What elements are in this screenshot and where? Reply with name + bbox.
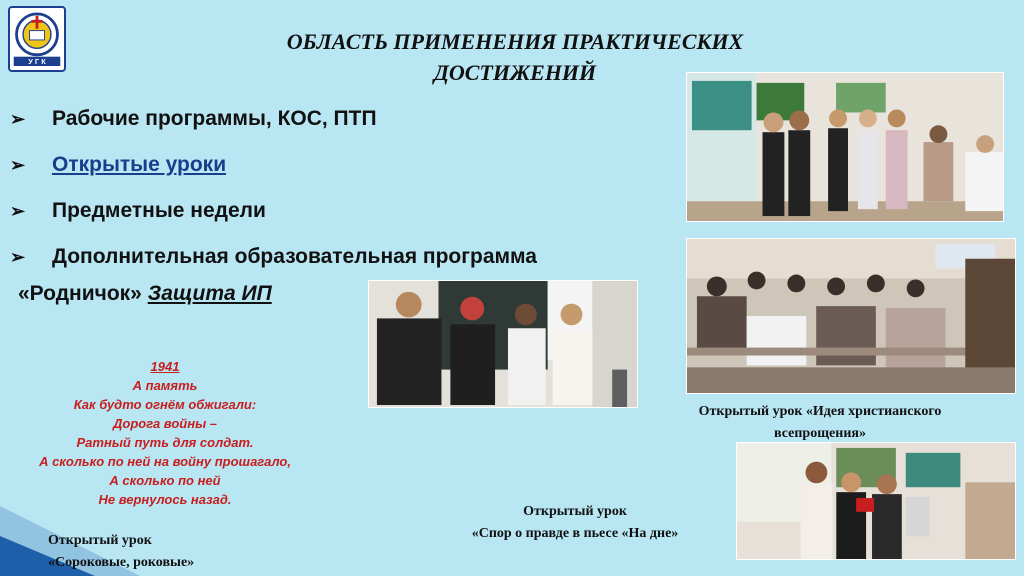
arrow-bullet-icon: ➢	[10, 155, 26, 175]
arrow-bullet-icon: ➢	[10, 109, 26, 129]
bullet-item	[8, 102, 688, 148]
caption-line: Открытый урок	[48, 533, 152, 548]
rodnichok-line	[18, 282, 272, 306]
photo-classroom	[686, 238, 1016, 394]
ip-defense-link[interactable]: Защита ИП	[147, 282, 272, 305]
bullet-text: Рабочие программы, КОС, ПТП	[52, 107, 377, 130]
arrow-bullet-icon: ➢	[10, 247, 26, 267]
caption-ideya	[655, 401, 985, 445]
poem-line: А сколько по ней на войну прошагало,	[39, 454, 291, 469]
poem-line: А память	[132, 378, 198, 393]
caption-spor	[430, 501, 720, 545]
bullet-list	[8, 102, 688, 286]
logo-emblem-icon	[10, 8, 64, 70]
photo-reading-lesson	[736, 442, 1016, 560]
rodnichok-name: «Родничок»	[18, 282, 142, 305]
bullet-text: Предметные недели	[52, 199, 266, 222]
poem-year: 1941	[150, 359, 180, 374]
bullet-text: Дополнительная образовательная программа	[52, 245, 537, 268]
caption-line: «Спор о правде в пьесе «На дне»	[471, 526, 679, 541]
title-line-1: ОБЛАСТЬ ПРИМЕНЕНИЯ ПРАКТИЧЕСКИХ	[286, 29, 744, 54]
caption-sorokovye	[48, 530, 194, 574]
poem-block	[6, 357, 324, 509]
poem-line: Дорога войны –	[112, 416, 218, 431]
arrow-bullet-icon: ➢	[10, 201, 26, 221]
poem-line: Не вернулось назад.	[98, 492, 232, 507]
poem-line: Ратный путь для солдат.	[76, 435, 254, 450]
photo-presentation	[686, 72, 1004, 222]
college-logo	[8, 6, 66, 72]
caption-line: Открытый урок	[523, 504, 627, 519]
bullet-item	[8, 194, 688, 240]
caption-line: «Сороковые, роковые»	[48, 555, 195, 570]
poem-line: А сколько по ней	[109, 473, 221, 488]
photo-project-defense	[368, 280, 638, 408]
poem-line: Как будто огнём обжигали:	[73, 397, 257, 412]
open-lessons-link[interactable]: Открытые уроки	[52, 153, 227, 176]
caption-line: Открытый урок «Идея христианского	[698, 404, 942, 419]
caption-line: всепрощения»	[774, 426, 866, 441]
title-line-2: ДОСТИЖЕНИЙ	[433, 60, 597, 85]
logo-text: У Г К	[28, 57, 46, 67]
bullet-item	[8, 148, 688, 194]
